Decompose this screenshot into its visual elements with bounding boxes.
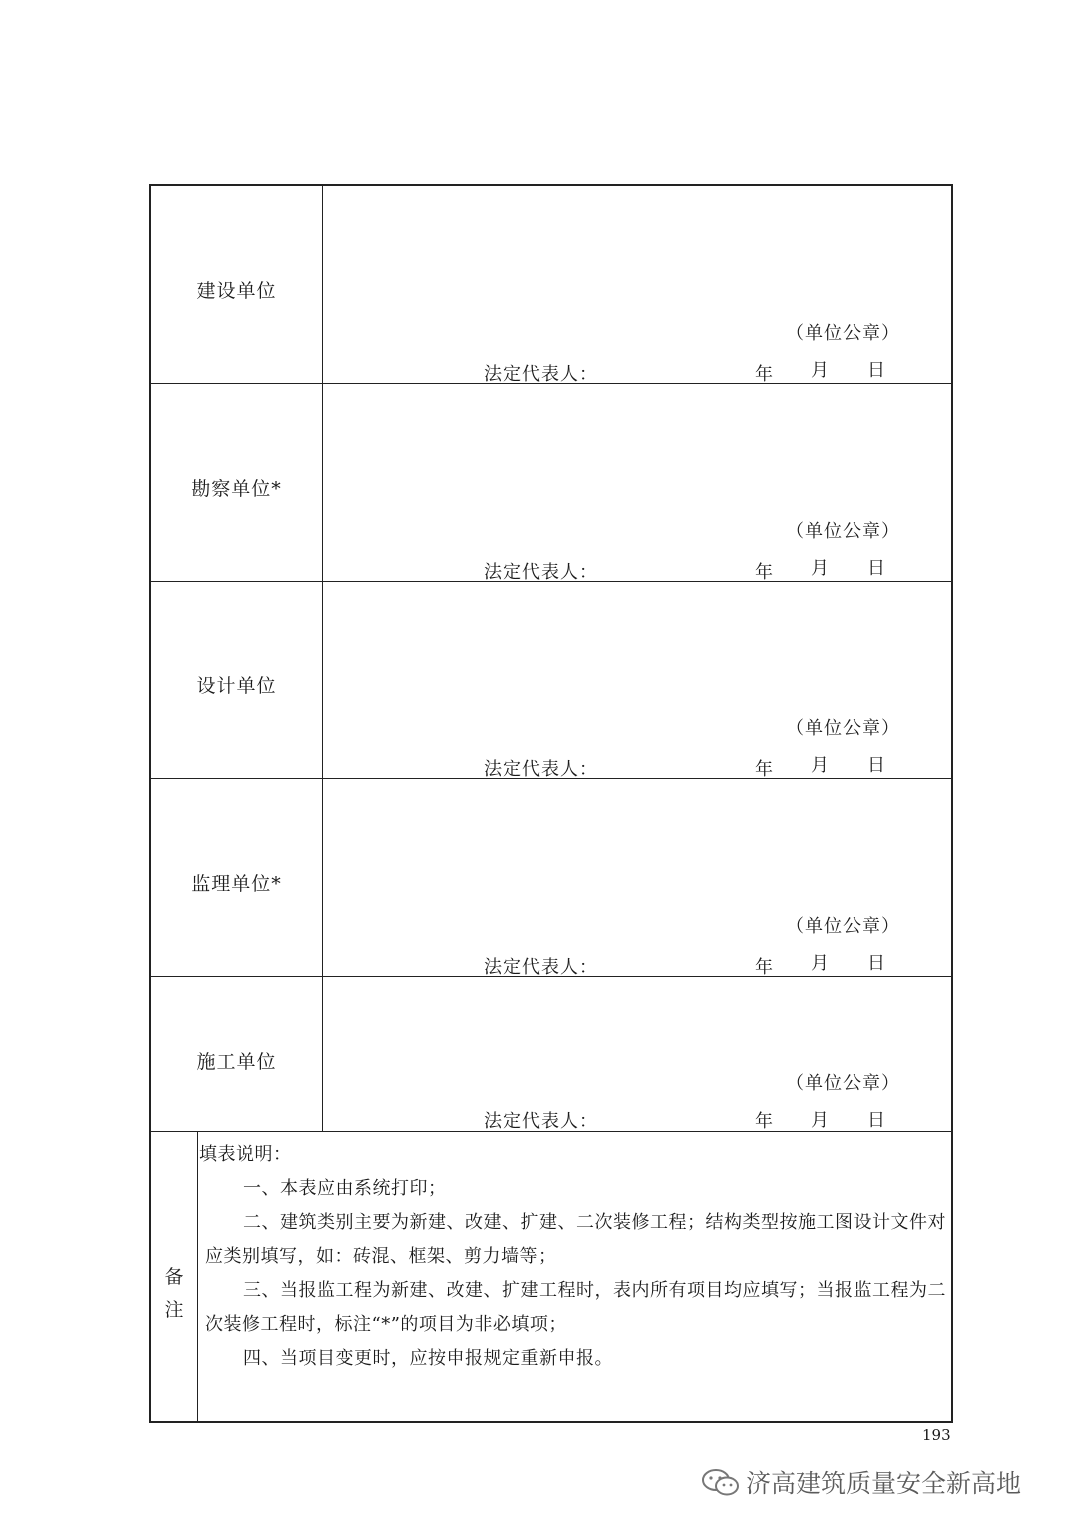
legal-representative-label: 法定代表人： xyxy=(484,364,598,385)
unit-label-cell xyxy=(151,977,323,1131)
date-year: 年 xyxy=(755,562,773,583)
note-line: 次装修工程时，标注“*”的项目为非必填项； xyxy=(205,1314,567,1335)
date-day: 日 xyxy=(867,360,885,381)
notes-label-char: 备 xyxy=(164,1266,184,1288)
notes-title: 填表说明： xyxy=(199,1144,292,1165)
unit-row-construction xyxy=(151,186,951,384)
wechat-icon xyxy=(700,1466,742,1500)
note-line: 四、当项目变更时，应按申报规定重新申报。 xyxy=(243,1348,613,1369)
date-month: 月 xyxy=(811,755,829,776)
date-day: 日 xyxy=(867,755,885,776)
unit-row-contractor xyxy=(151,977,951,1132)
note-line: 应类别填写，如：砖混、框架、剪力墙等； xyxy=(205,1246,557,1267)
date-day: 日 xyxy=(867,953,885,974)
unit-label-cell xyxy=(151,186,323,383)
unit-label-cell xyxy=(151,582,323,778)
date-month: 月 xyxy=(811,558,829,579)
legal-representative-label: 法定代表人： xyxy=(484,759,598,780)
unit-label-cell xyxy=(151,779,323,976)
unit-name: 建设单位 xyxy=(196,280,277,302)
unit-seal: （单位公章） xyxy=(786,1073,900,1094)
date-month: 月 xyxy=(811,360,829,381)
watermark-footer xyxy=(700,1462,1060,1502)
date-month: 月 xyxy=(811,953,829,974)
unit-row-design xyxy=(151,582,951,779)
page-number: 193 xyxy=(922,1426,951,1444)
unit-label-cell xyxy=(151,384,323,581)
unit-seal: （单位公章） xyxy=(786,323,900,344)
unit-row-survey xyxy=(151,384,951,582)
date-year: 年 xyxy=(755,957,773,978)
legal-representative-label: 法定代表人： xyxy=(484,562,598,583)
date-year: 年 xyxy=(755,1111,773,1132)
unit-seal: （单位公章） xyxy=(786,521,900,542)
date-year: 年 xyxy=(755,759,773,780)
unit-seal: （单位公章） xyxy=(786,916,900,937)
unit-name: 施工单位 xyxy=(196,1051,277,1073)
notes-label-cell xyxy=(151,1132,198,1421)
watermark-text: 济高建筑质量安全新高地 xyxy=(746,1469,1022,1498)
unit-seal: （单位公章） xyxy=(786,718,900,739)
notes-row xyxy=(151,1132,951,1421)
date-day: 日 xyxy=(867,1110,885,1131)
legal-representative-label: 法定代表人： xyxy=(484,1111,598,1132)
unit-name: 勘察单位* xyxy=(191,478,282,500)
date-month: 月 xyxy=(811,1110,829,1131)
registration-form-table xyxy=(149,184,953,1423)
notes-label-char: 注 xyxy=(164,1299,184,1321)
date-year: 年 xyxy=(755,364,773,385)
date-day: 日 xyxy=(867,558,885,579)
unit-name: 监理单位* xyxy=(191,873,282,895)
unit-name: 设计单位 xyxy=(196,675,277,697)
note-line: 三、当报监工程为新建、改建、扩建工程时，表内所有项目均应填写；当报监工程为二 xyxy=(243,1280,946,1301)
note-line: 二、建筑类别主要为新建、改建、扩建、二次装修工程；结构类型按施工图设计文件对 xyxy=(243,1212,946,1233)
unit-row-supervision xyxy=(151,779,951,977)
note-line: 一、本表应由系统打印； xyxy=(243,1178,447,1199)
legal-representative-label: 法定代表人： xyxy=(484,957,598,978)
